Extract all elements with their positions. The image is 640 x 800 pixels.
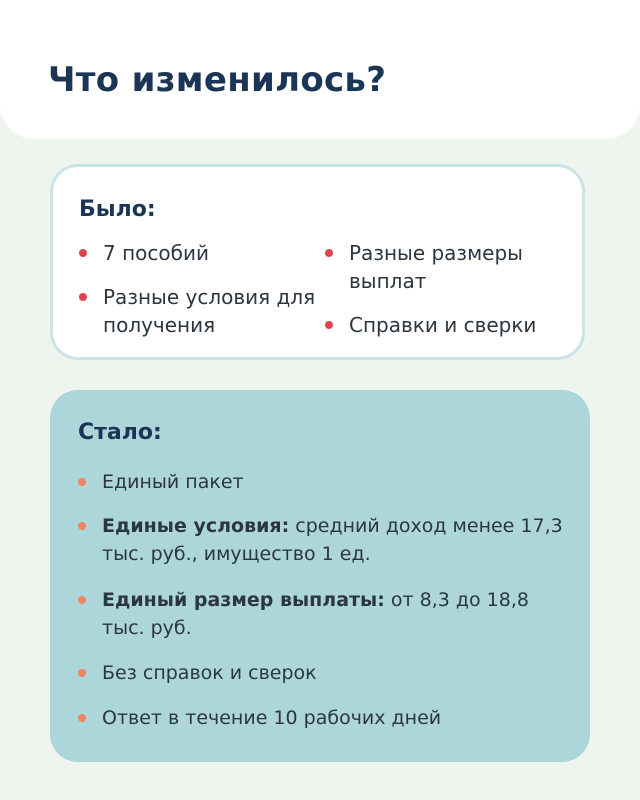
header-panel (0, 0, 640, 139)
bullet-icon (78, 714, 86, 722)
after-item-label: средний доход менее 17,3 тыс. руб., имущество 1 ед. (102, 515, 563, 565)
bullet-icon (78, 522, 86, 530)
before-heading: Было: (79, 197, 156, 222)
after-item-label: Ответ в течение 10 рабочих дней (102, 707, 442, 729)
after-item-label: Без справок и сверок (102, 662, 317, 684)
after-item-no-certificates (78, 659, 572, 687)
after-item-bold-label: Единые условия: (102, 515, 290, 537)
after-item-unified-conditions (78, 512, 572, 568)
before-item-conditions (79, 283, 323, 339)
before-item-benefits (79, 239, 313, 267)
page-title: Что изменилось? (48, 60, 387, 100)
before-item-label: Разные размеры выплат (349, 241, 523, 293)
after-item-label: от 8,3 до 18,8 тыс. руб. (102, 589, 529, 639)
after-item-label: Единый пакет (102, 471, 244, 493)
bullet-icon (79, 249, 87, 257)
before-item-certificates (325, 311, 589, 339)
after-item-single-package (78, 468, 572, 496)
bullet-icon (325, 321, 333, 329)
after-heading: Стало: (78, 420, 162, 445)
before-item-label: 7 пособий (103, 241, 209, 265)
before-item-amounts (325, 239, 579, 295)
after-item-response-time (78, 704, 572, 732)
bullet-icon (79, 293, 87, 301)
before-item-label: Разные условия для получения (103, 285, 316, 337)
before-card (50, 164, 585, 360)
bullet-icon (78, 669, 86, 677)
before-item-label: Справки и сверки (349, 313, 537, 337)
after-item-unified-amount (78, 586, 572, 642)
bullet-icon (78, 478, 86, 486)
after-item-bold-label: Единый размер выплаты: (102, 589, 385, 611)
after-card (50, 390, 590, 762)
bullet-icon (78, 596, 86, 604)
bullet-icon (325, 249, 333, 257)
